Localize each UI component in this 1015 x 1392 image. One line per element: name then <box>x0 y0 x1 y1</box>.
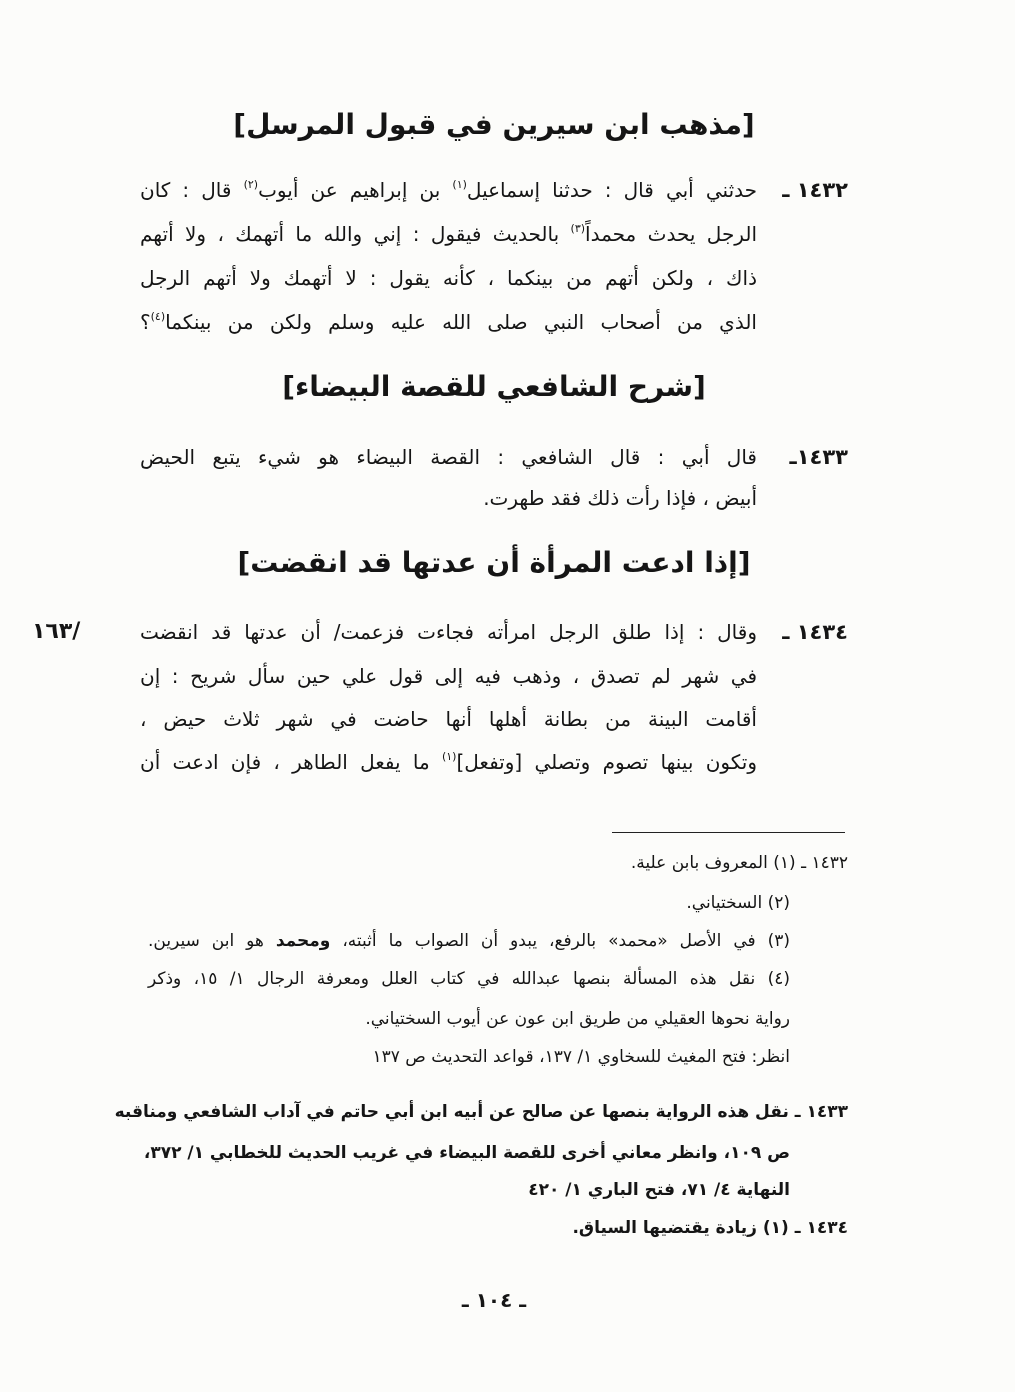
entry-number: ١٤٣٢ ـ <box>782 178 848 202</box>
entry-line <box>140 256 757 300</box>
footnote-marker: (١) <box>762 1218 789 1238</box>
page-number: ـ ١٠٤ ـ <box>461 1288 527 1312</box>
section-heading: [إذا ادعت المرأة أن عدتها قد انقضت] <box>237 546 751 579</box>
footnote-line <box>148 922 790 960</box>
manuscript-folio-marker: ١٦٣/ <box>32 619 81 644</box>
footnote-entry-number: ١٤٣٢ ـ <box>801 853 848 873</box>
entry-line <box>140 212 757 256</box>
footnote-line <box>631 844 848 882</box>
footnote-text: المعروف بابن علية. <box>630 853 768 873</box>
text-segment: ؟ <box>140 310 151 334</box>
footnote-ref: (٢) <box>243 178 259 191</box>
footnote-line <box>365 1000 790 1038</box>
footnote-ref: (٣) <box>570 222 586 235</box>
footnote-text: السختياني. <box>686 893 763 913</box>
footnote-marker: (١) <box>773 853 796 873</box>
footnote-entry-number: ١٤٣٣ ـ <box>794 1102 848 1122</box>
text-segment: أبيض ، فإذا رأت ذلك فقد طهرت. <box>483 486 757 510</box>
footnote-text: نقل هذه الرواية بنصها عن صالح عن أبيه ابن أبي حاتم في آداب الشافعي ومناقبه <box>114 1102 789 1122</box>
footnote-ref: (٤) <box>150 310 166 323</box>
footnote-line <box>143 1134 790 1172</box>
footnote-text: رواية نحوها العقيلي من طريق ابن عون عن أيوب السختياني. <box>365 1009 790 1029</box>
entry-line <box>140 654 757 698</box>
footnote-line <box>114 1093 848 1131</box>
text-segment: بن إبراهيم عن أيوب <box>258 178 453 202</box>
entry-line <box>140 168 757 212</box>
footnote-ref: (١) <box>441 750 457 763</box>
text-segment: ما يفعل الطاهر ، فإن ادعت أن <box>140 750 442 774</box>
text-segment: الذي من أصحاب النبي صلى الله عليه وسلم ولكن من بينكما <box>165 310 757 334</box>
footnote-text: زيادة يقتضيها السياق. <box>572 1218 757 1238</box>
entry-line <box>140 697 757 741</box>
entry-number: ١٤٣٤ ـ <box>782 620 848 644</box>
footnote-line <box>686 884 790 922</box>
footnote-entry-number: ١٤٣٤ ـ <box>794 1218 848 1238</box>
text-segment: وقال : إذا طلق الرجل امرأته فجاءت فزعمت/ أن عدتها قد انقضت <box>140 620 757 644</box>
footnote-marker: (٣) <box>767 931 790 951</box>
entry-number: ١٤٣٣ـ <box>789 445 848 469</box>
text-segment: الرجل يحدث محمداً <box>585 222 757 246</box>
entry-line <box>140 435 757 479</box>
entry-line <box>483 476 757 520</box>
footnote-line <box>528 1171 790 1209</box>
footnote-text: في الأصل «محمد» بالرفع، يبدو أن الصواب ما أثبته، <box>330 931 756 951</box>
text-segment: قال أبي : قال الشافعي : القصة البيضاء هو شيء يتبع الحيض <box>140 445 757 469</box>
footnote-text: انظر: فتح المغيث للسخاوي ١/ ١٣٧، قواعد التحديث ص ١٣٧ <box>372 1047 790 1067</box>
text-segment: حدثني أبي قال : حدثنا إسماعيل <box>466 178 757 202</box>
text-segment: في شهر لم تصدق ، وذهب فيه إلى قول علي حين سأل شريح : إن <box>140 664 757 688</box>
footnote-line <box>572 1209 848 1247</box>
footnote-text: النهاية ٤/ ٧١، فتح الباري ١/ ٤٢٠ <box>528 1180 790 1200</box>
section-heading: [شرح الشافعي للقصة البيضاء] <box>282 370 706 403</box>
footnote-text: نقل هذه المسألة بنصها عبدالله في كتاب العلل ومعرفة الرجال ١/ ١٥، وذكر <box>148 969 756 989</box>
text-segment: بالحديث فيقول : إني والله ما أتهمك ، ولا أتهم <box>140 222 571 246</box>
footnote-ref: (١) <box>452 178 467 191</box>
footnote-text: ص ١٠٩، وانظر معاني أخرى للقصة البيضاء في غريب الحديث للخطابي ١/ ٣٧٢، <box>143 1143 790 1163</box>
footnote-marker: (٢) <box>767 893 790 913</box>
entry-line <box>140 740 757 784</box>
entry-line <box>140 610 757 654</box>
footnote-text: هو ابن سيرين. <box>148 931 276 951</box>
text-segment: ذاك ، ولكن أتهم من بينكما ، كأنه يقول : لا أتهمك ولا أتهم الرجل <box>140 266 757 290</box>
footnote-marker: (٤) <box>767 969 790 989</box>
text-segment: وتكون بينها تصوم وتصلي [وتفعل] <box>456 750 757 774</box>
footnote-separator <box>612 832 845 833</box>
footnote-emphasis: ومحمد <box>275 931 331 951</box>
text-segment: أقامت البينة من بطانة أهلها أنها حاضت في شهر ثلاث حيض ، <box>140 707 757 731</box>
footnote-line <box>372 1038 790 1076</box>
footnote-line <box>148 960 790 998</box>
section-heading: [مذهب ابن سيرين في قبول المرسل] <box>233 108 755 141</box>
text-segment: قال : كان <box>140 178 244 202</box>
entry-line <box>140 300 757 344</box>
